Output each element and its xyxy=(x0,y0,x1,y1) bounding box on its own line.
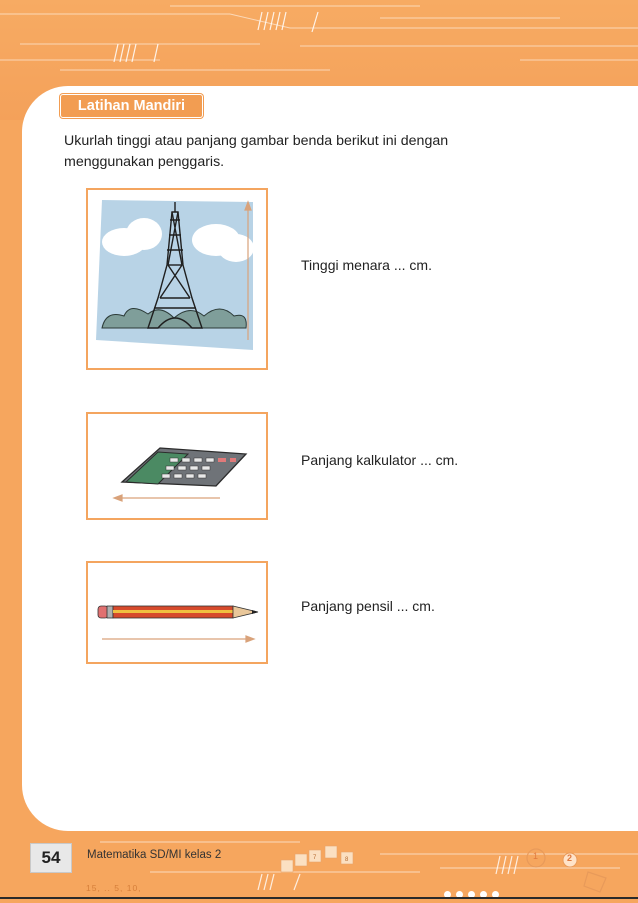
clock-number-2: 2 xyxy=(567,853,573,863)
caption-tower: Tinggi menara ... cm. xyxy=(301,257,432,273)
footer-dots xyxy=(444,885,504,903)
page-number: 54 xyxy=(30,843,72,873)
bottom-rule xyxy=(0,897,638,899)
number-sequence: 15, .. 5, 10, xyxy=(86,883,142,893)
deco-number-7: 7 xyxy=(313,855,317,861)
deco-number-8: 8 xyxy=(345,857,349,863)
clock-number-1: 1 xyxy=(533,851,539,861)
section-label: Latihan Mandiri xyxy=(60,94,203,118)
instruction-text: Ukurlah tinggi atau panjang gambar benda berikut ini dengan menggunakan penggaris. xyxy=(64,133,449,170)
caption-pencil: Panjang pensil ... cm. xyxy=(301,598,435,614)
caption-calculator: Panjang kalkulator ... cm. xyxy=(301,452,459,468)
book-title: Matematika SD/MI kelas 2 xyxy=(87,849,222,861)
